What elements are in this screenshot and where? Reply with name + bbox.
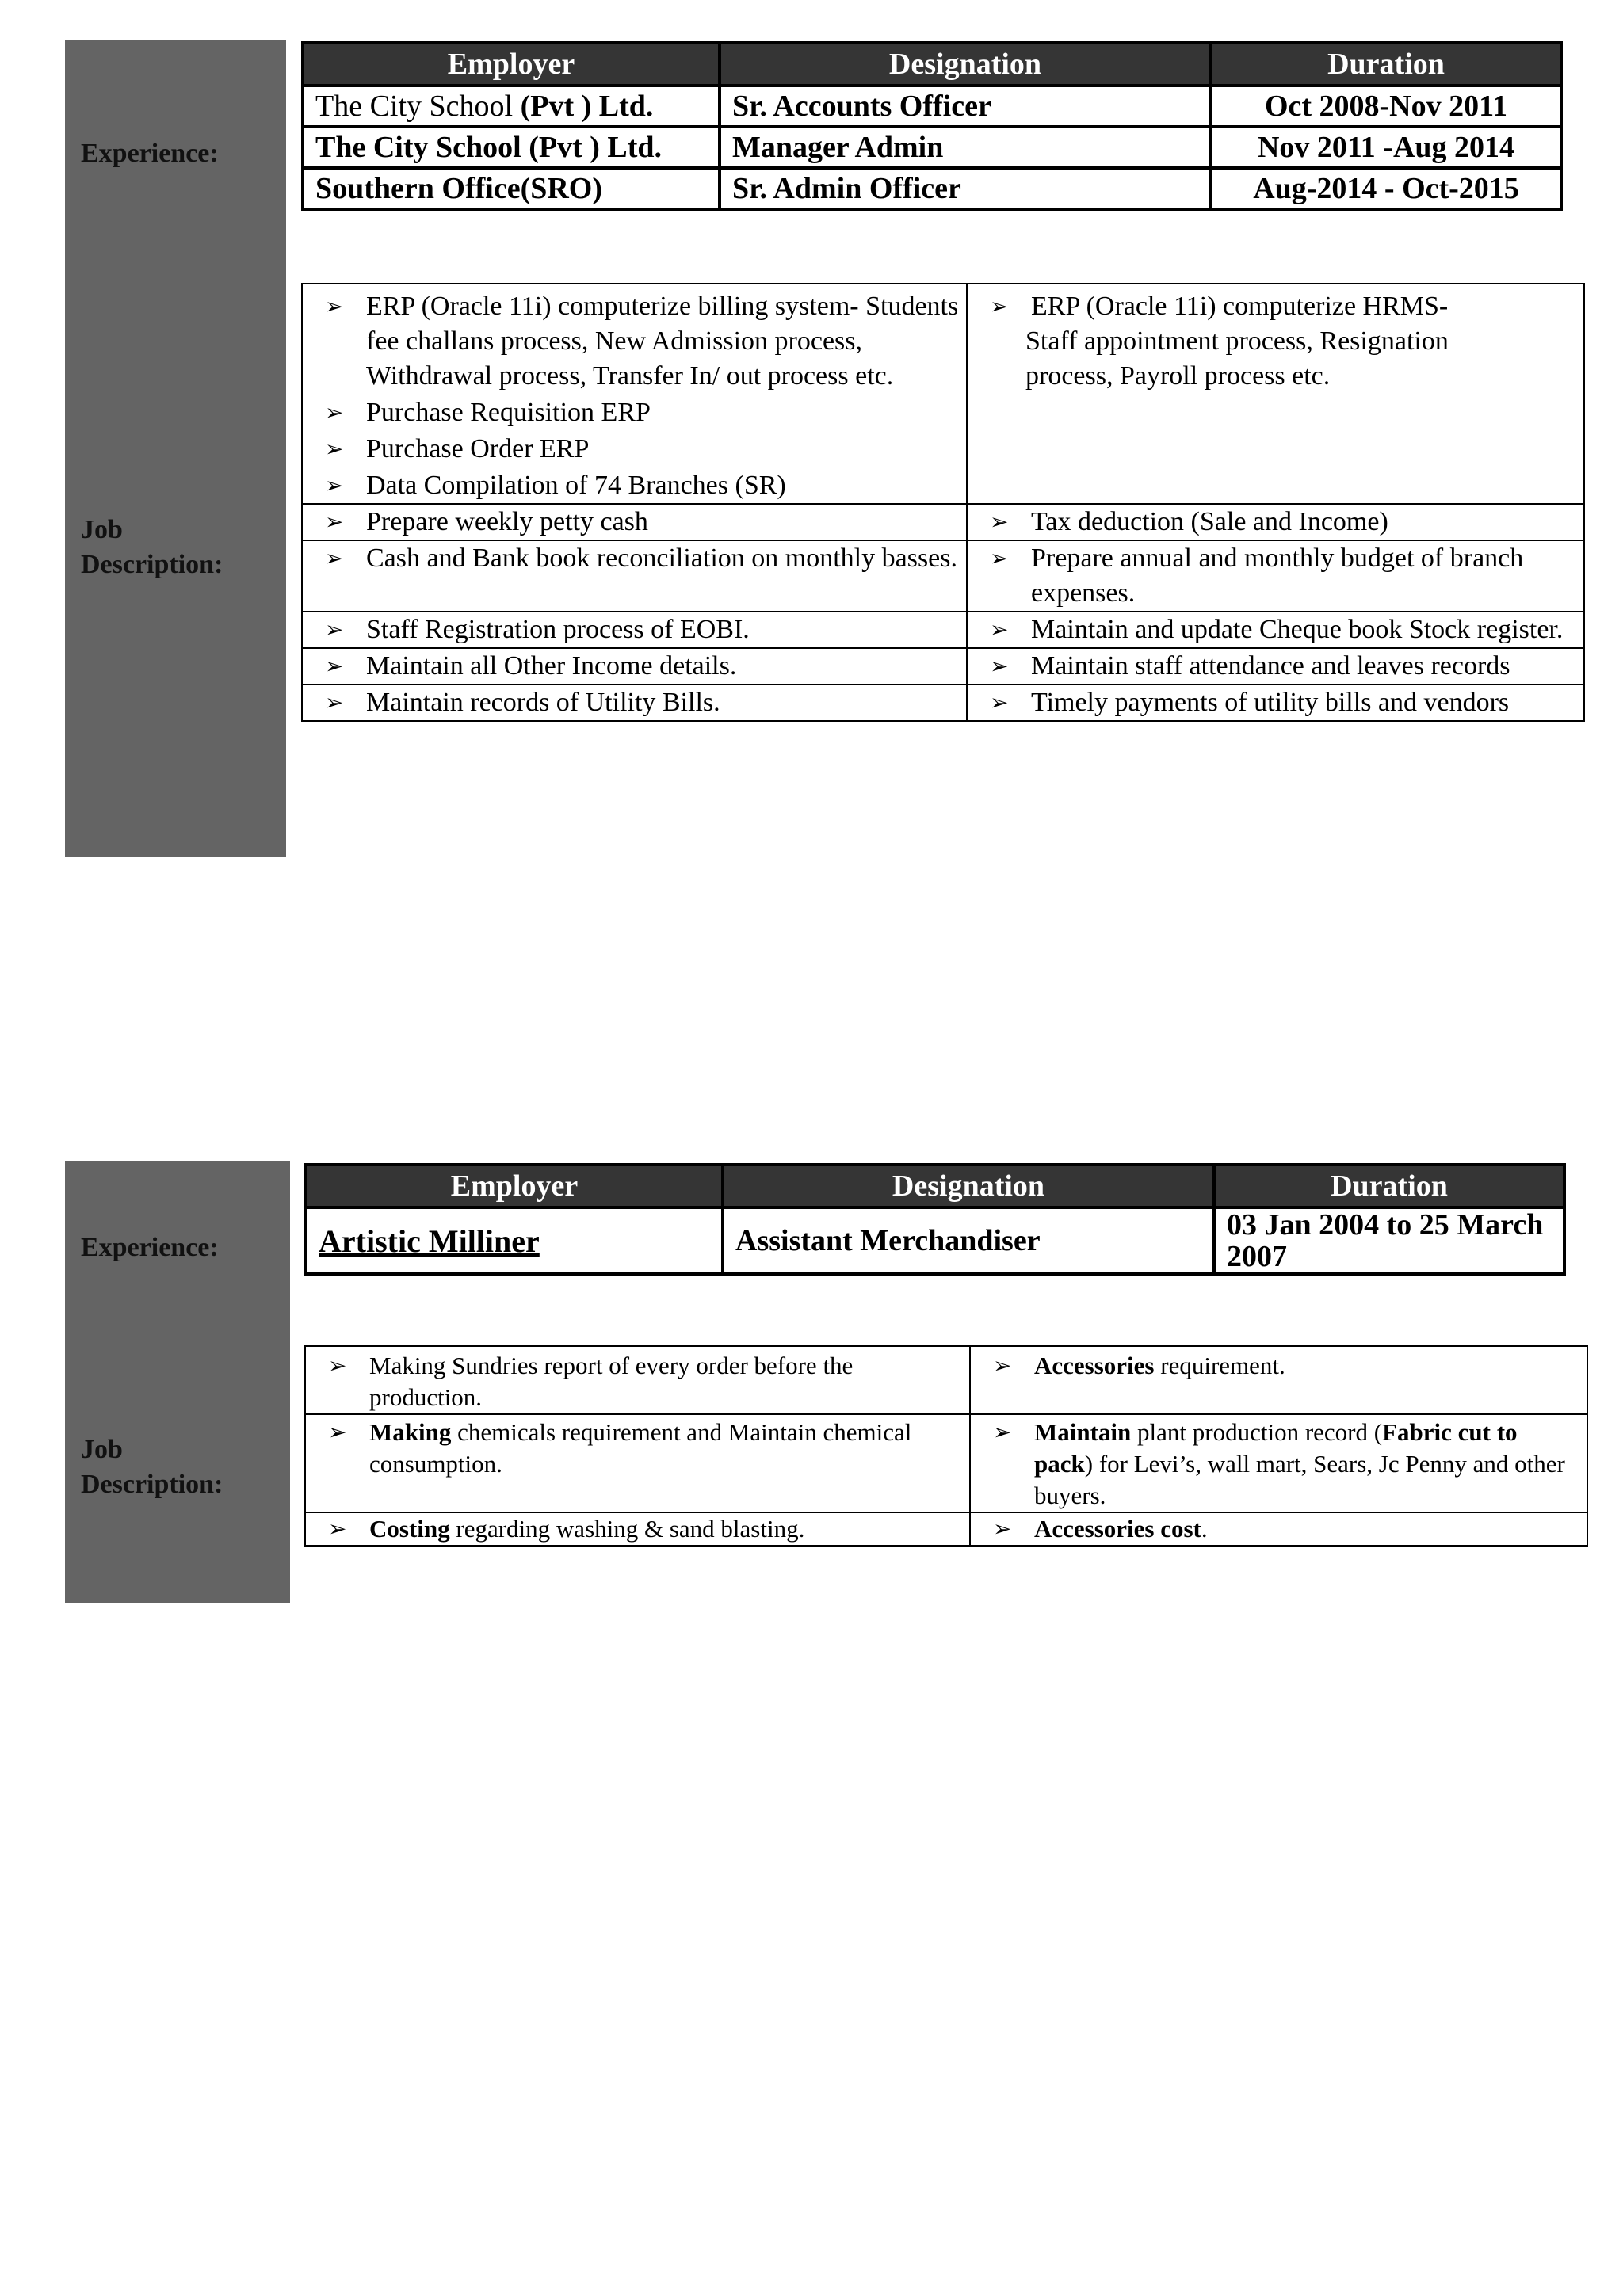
duration-cell: Aug-2014 - Oct-2015 bbox=[1211, 168, 1561, 209]
arrow-bullet-icon: ➢ bbox=[325, 689, 344, 715]
table-row bbox=[305, 1414, 1587, 1512]
arrow-bullet-icon: ➢ bbox=[993, 1516, 1012, 1542]
table-row bbox=[303, 86, 1561, 127]
list-item bbox=[977, 1513, 1580, 1545]
list-item bbox=[974, 649, 1577, 684]
employer-cell bbox=[306, 1207, 723, 1274]
arrow-bullet-icon: ➢ bbox=[993, 1352, 1012, 1379]
arrow-bullet-icon: ➢ bbox=[993, 1419, 1012, 1445]
employer-cell: Southern Office(SRO) bbox=[303, 168, 720, 209]
table-header-row bbox=[303, 43, 1561, 86]
list-item bbox=[974, 541, 1577, 611]
item-bold: Fabric cut to pack bbox=[1034, 1418, 1518, 1478]
list-item bbox=[309, 395, 960, 430]
item-text: ERP (Oracle 11i) computerize HRMS- bbox=[1031, 292, 1449, 321]
item-text: Maintain and update Cheque book Stock register. bbox=[1031, 615, 1564, 644]
list-item bbox=[309, 649, 960, 684]
arrow-bullet-icon: ➢ bbox=[990, 293, 1009, 319]
jd-cell bbox=[302, 284, 967, 504]
job-description-table bbox=[301, 283, 1585, 722]
header-designation: Designation bbox=[723, 1165, 1214, 1207]
arrow-bullet-icon: ➢ bbox=[325, 399, 344, 425]
arrow-bullet-icon: ➢ bbox=[990, 616, 1009, 643]
item-text: Tax deduction (Sale and Income) bbox=[1031, 507, 1388, 536]
job-description-table-2 bbox=[304, 1345, 1588, 1547]
arrow-bullet-icon: ➢ bbox=[325, 509, 344, 535]
arrow-bullet-icon: ➢ bbox=[325, 293, 344, 319]
designation-cell: Sr. Accounts Officer bbox=[720, 86, 1211, 127]
item-text: Cash and Bank book reconciliation on monthly basses. bbox=[366, 543, 957, 573]
item-text: requirement. bbox=[1154, 1352, 1285, 1379]
header-employer: Employer bbox=[303, 43, 720, 86]
arrow-bullet-icon: ➢ bbox=[990, 653, 1009, 679]
item-bold: Accessories bbox=[1034, 1352, 1155, 1379]
jd-cell bbox=[967, 685, 1584, 721]
table-row bbox=[302, 284, 1584, 504]
job-description-label bbox=[81, 1432, 223, 1502]
arrow-bullet-icon: ➢ bbox=[990, 689, 1009, 715]
experience-table bbox=[301, 41, 1563, 211]
item-bold: Making bbox=[369, 1418, 452, 1446]
item-text: Maintain staff attendance and leaves records bbox=[1031, 651, 1510, 681]
jd-cell bbox=[302, 685, 967, 721]
list-item bbox=[312, 1513, 963, 1545]
list-item bbox=[309, 505, 960, 540]
jd-cell bbox=[970, 1512, 1587, 1546]
job-label-line1: Job bbox=[81, 515, 123, 544]
table-row bbox=[305, 1346, 1587, 1414]
jd-cell bbox=[302, 504, 967, 540]
jd-cell bbox=[970, 1414, 1587, 1512]
item-text: Maintain all Other Income details. bbox=[366, 651, 737, 681]
job-label-line2: Description: bbox=[81, 550, 223, 579]
jd-cell bbox=[970, 1346, 1587, 1414]
duration-cell: Oct 2008-Nov 2011 bbox=[1211, 86, 1561, 127]
item-text: regarding washing & sand blasting. bbox=[449, 1515, 805, 1543]
header-duration: Duration bbox=[1214, 1165, 1564, 1207]
list-item bbox=[974, 289, 1577, 324]
arrow-bullet-icon: ➢ bbox=[328, 1419, 347, 1445]
duration-cell: Nov 2011 -Aug 2014 bbox=[1211, 127, 1561, 168]
item-text: Data Compilation of 74 Branches (SR) bbox=[366, 471, 786, 500]
job-label-line1: Job bbox=[81, 1435, 123, 1464]
list-item bbox=[309, 612, 960, 647]
item-text: Maintain records of Utility Bills. bbox=[366, 688, 720, 717]
jd-cell bbox=[967, 648, 1584, 685]
list-item bbox=[309, 289, 960, 394]
jd-cell bbox=[967, 612, 1584, 648]
jd-cell bbox=[967, 540, 1584, 612]
duration-cell: 03 Jan 2004 to 25 March 2007 bbox=[1214, 1207, 1564, 1274]
item-text: Prepare annual and monthly budget of branch expenses. bbox=[1031, 543, 1524, 608]
item-text: Purchase Requisition ERP bbox=[366, 398, 651, 427]
list-item bbox=[309, 468, 960, 503]
arrow-bullet-icon: ➢ bbox=[325, 472, 344, 498]
list-item bbox=[312, 1350, 963, 1413]
list-item bbox=[977, 1417, 1580, 1512]
item-text: Prepare weekly petty cash bbox=[366, 507, 648, 536]
jd-cell bbox=[305, 1512, 970, 1546]
arrow-bullet-icon: ➢ bbox=[325, 545, 344, 571]
table-row bbox=[302, 504, 1584, 540]
table-row bbox=[305, 1512, 1587, 1546]
table-header-row bbox=[306, 1165, 1564, 1207]
item-text: chemicals requirement and Maintain chemical consumption. bbox=[369, 1418, 912, 1478]
jd-cell bbox=[302, 612, 967, 648]
designation-cell: Manager Admin bbox=[720, 127, 1211, 168]
item-text: Staff Registration process of EOBI. bbox=[366, 615, 750, 644]
item-text: Making Sundries report of every order before the production. bbox=[369, 1352, 854, 1411]
table-row bbox=[302, 685, 1584, 721]
list-item bbox=[974, 612, 1577, 647]
experience-label: Experience: bbox=[81, 1233, 219, 1262]
item-text: ERP (Oracle 11i) computerize billing system- Students fee challans process, New Admission process, Withdrawal process, Transfer In/ out process etc. bbox=[366, 292, 959, 391]
list-item bbox=[309, 685, 960, 720]
experience-label: Experience: bbox=[81, 139, 219, 168]
designation-cell: Assistant Merchandiser bbox=[723, 1207, 1214, 1274]
employer-name: Artistic Milliner bbox=[319, 1222, 540, 1259]
header-designation: Designation bbox=[720, 43, 1211, 86]
item-text: Timely payments of utility bills and vendors bbox=[1031, 688, 1510, 717]
designation-cell: Sr. Admin Officer bbox=[720, 168, 1211, 209]
section2-sidebar bbox=[65, 1161, 290, 1603]
jd-cell bbox=[302, 648, 967, 685]
employer-cell bbox=[303, 86, 720, 127]
header-employer: Employer bbox=[306, 1165, 723, 1207]
employer-cell: The City School (Pvt ) Ltd. bbox=[303, 127, 720, 168]
job-label-line2: Description: bbox=[81, 1470, 223, 1499]
jd-cell bbox=[302, 540, 967, 612]
item-continuation: Staff appointment process, Resignation process, Payroll process etc. bbox=[1025, 326, 1449, 391]
list-item bbox=[309, 541, 960, 576]
header-duration: Duration bbox=[1211, 43, 1561, 86]
arrow-bullet-icon: ➢ bbox=[328, 1516, 347, 1542]
jd-cell bbox=[305, 1414, 970, 1512]
item-bold: Costing bbox=[369, 1515, 450, 1543]
arrow-bullet-icon: ➢ bbox=[990, 509, 1009, 535]
jd-cell bbox=[305, 1346, 970, 1414]
table-row bbox=[302, 648, 1584, 685]
employer-name: The City School bbox=[315, 90, 514, 123]
experience-table-2 bbox=[304, 1163, 1566, 1276]
jd-cell bbox=[967, 284, 1584, 504]
arrow-bullet-icon: ➢ bbox=[328, 1352, 347, 1379]
table-row bbox=[302, 612, 1584, 648]
arrow-bullet-icon: ➢ bbox=[990, 545, 1009, 571]
list-item bbox=[977, 1350, 1580, 1382]
arrow-bullet-icon: ➢ bbox=[325, 616, 344, 643]
list-item bbox=[974, 505, 1577, 540]
table-row bbox=[302, 540, 1584, 612]
list-item bbox=[309, 432, 960, 467]
list-item bbox=[974, 685, 1577, 720]
table-row bbox=[303, 168, 1561, 209]
item-bold: Maintain bbox=[1034, 1418, 1132, 1446]
employer-suffix: (Pvt ) Ltd. bbox=[520, 90, 654, 123]
list-item bbox=[312, 1417, 963, 1480]
table-row bbox=[306, 1207, 1564, 1274]
arrow-bullet-icon: ➢ bbox=[325, 436, 344, 462]
item-text: plant production record ( bbox=[1131, 1418, 1383, 1446]
job-description-label bbox=[81, 513, 223, 582]
item-text: Purchase Order ERP bbox=[366, 434, 590, 463]
jd-cell bbox=[967, 504, 1584, 540]
item-text: ) for Levi’s, wall mart, Sears, Jc Penny and other buyers. bbox=[1034, 1450, 1565, 1509]
item-bold: Accessories cost bbox=[1034, 1515, 1201, 1543]
item-text: . bbox=[1201, 1515, 1208, 1543]
arrow-bullet-icon: ➢ bbox=[325, 653, 344, 679]
table-row bbox=[303, 127, 1561, 168]
